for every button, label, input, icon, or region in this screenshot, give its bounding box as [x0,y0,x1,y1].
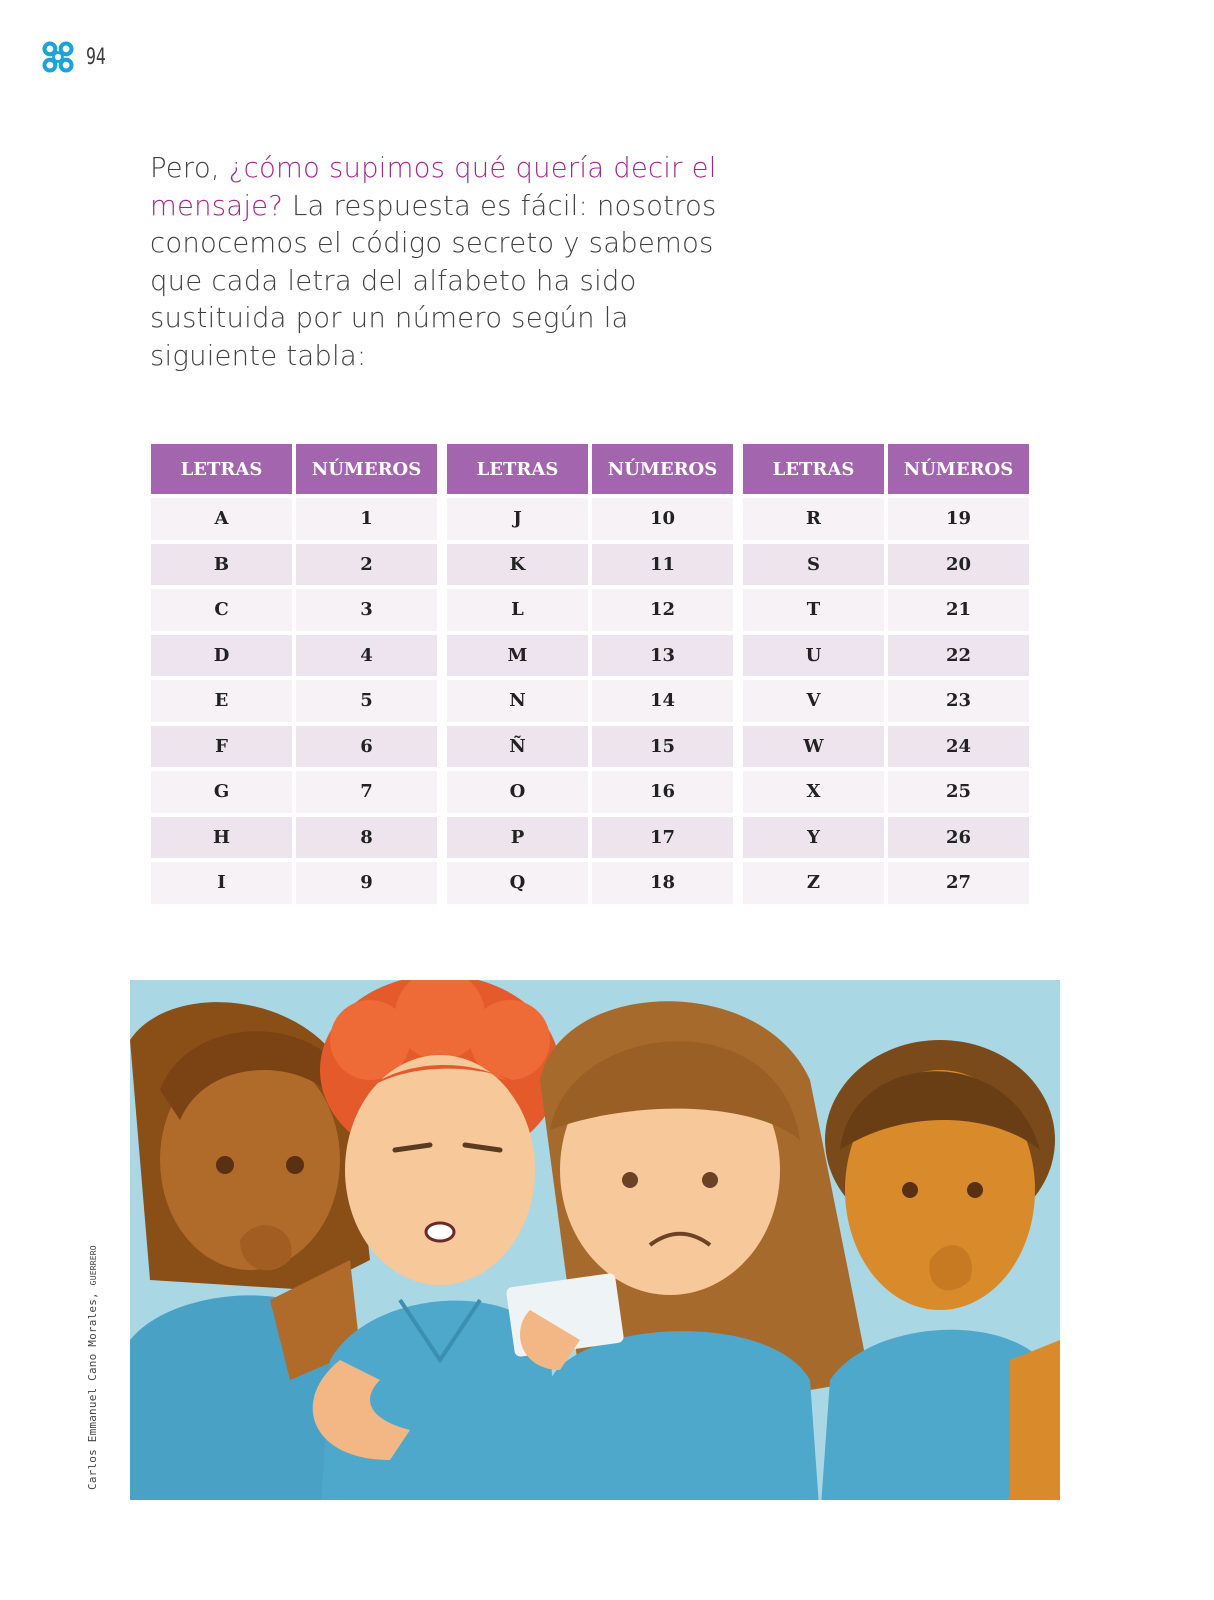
number-cell: 8 [296,817,437,859]
number-cell: 16 [592,771,733,813]
table-row [151,544,437,586]
table-row [151,589,437,631]
number-cell: 6 [296,726,437,768]
table-row [743,635,1029,677]
header-letters: LETRAS [151,444,292,494]
header-numbers: NÚMEROS [888,444,1029,494]
header-letters: LETRAS [447,444,588,494]
table-row [447,680,733,722]
number-cell: 9 [296,862,437,904]
table-row [447,862,733,904]
letter-cell: R [743,498,884,540]
table-row [743,544,1029,586]
children-reading-note-illustration [110,960,1070,1520]
intro-lead: Pero, [150,152,229,184]
letter-cell: T [743,589,884,631]
header-letters: LETRAS [743,444,884,494]
intro-paragraph [150,150,730,375]
table-row [743,862,1029,904]
letter-cell: F [151,726,292,768]
table-row [447,771,733,813]
table-row [151,862,437,904]
letter-cell: Ñ [447,726,588,768]
table-row [743,817,1029,859]
letter-cell: N [447,680,588,722]
code-tables [151,444,1029,904]
letter-cell: O [447,771,588,813]
letter-cell: K [447,544,588,586]
credit-place: GUERRERO [89,1245,98,1286]
number-cell: 3 [296,589,437,631]
number-cell: 24 [888,726,1029,768]
intro-question: ¿cómo supimos qué quería decir el mensaje? [150,152,717,222]
number-cell: 22 [888,635,1029,677]
number-cell: 4 [296,635,437,677]
table-row [151,817,437,859]
number-cell: 18 [592,862,733,904]
table-row [447,817,733,859]
letter-cell: P [447,817,588,859]
table-row [743,726,1029,768]
number-cell: 2 [296,544,437,586]
letter-cell: C [151,589,292,631]
intro-body: La respuesta es fácil: nosotros conocemos el código secreto y sabemos que cada letra del alfabeto ha sido sustituida por un número según la siguiente tabla: [150,189,717,372]
table-row [447,589,733,631]
number-cell: 12 [592,589,733,631]
letter-cell: Z [743,862,884,904]
number-cell: 23 [888,680,1029,722]
page-header [40,38,113,76]
letter-cell: I [151,862,292,904]
number-cell: 7 [296,771,437,813]
illustration-credit [86,1245,99,1490]
code-table-2 [443,440,737,908]
number-cell: 27 [888,862,1029,904]
table-row [447,498,733,540]
table-row [743,771,1029,813]
number-cell: 17 [592,817,733,859]
table-row [151,771,437,813]
table-row [151,635,437,677]
letter-cell: E [151,680,292,722]
header-numbers: NÚMEROS [296,444,437,494]
number-cell: 26 [888,817,1029,859]
letter-cell: A [151,498,292,540]
flower-logo-icon [40,38,76,76]
letter-cell: W [743,726,884,768]
letter-cell: X [743,771,884,813]
number-cell: 10 [592,498,733,540]
header-numbers: NÚMEROS [592,444,733,494]
number-cell: 25 [888,771,1029,813]
credit-name: Carlos Emmanuel Cano Morales, [86,1285,99,1490]
table-row [447,635,733,677]
letter-cell: M [447,635,588,677]
letter-cell: Q [447,862,588,904]
number-cell: 1 [296,498,437,540]
table-row [151,726,437,768]
table-row [151,680,437,722]
number-cell: 13 [592,635,733,677]
table-row [743,589,1029,631]
table-row [743,680,1029,722]
letter-cell: S [743,544,884,586]
number-cell: 15 [592,726,733,768]
letter-cell: H [151,817,292,859]
letter-cell: D [151,635,292,677]
number-cell: 5 [296,680,437,722]
number-cell: 11 [592,544,733,586]
table-row [743,498,1029,540]
letter-cell: G [151,771,292,813]
number-cell: 20 [888,544,1029,586]
page-number: 94 [86,44,106,70]
letter-cell: U [743,635,884,677]
letter-cell: L [447,589,588,631]
table-row [447,726,733,768]
table-row [151,498,437,540]
number-cell: 14 [592,680,733,722]
letter-cell: Y [743,817,884,859]
code-table-1 [147,440,441,908]
number-cell: 21 [888,589,1029,631]
letter-cell: B [151,544,292,586]
table-row [447,544,733,586]
code-table-3 [739,440,1033,908]
number-cell: 19 [888,498,1029,540]
letter-cell: J [447,498,588,540]
letter-cell: V [743,680,884,722]
